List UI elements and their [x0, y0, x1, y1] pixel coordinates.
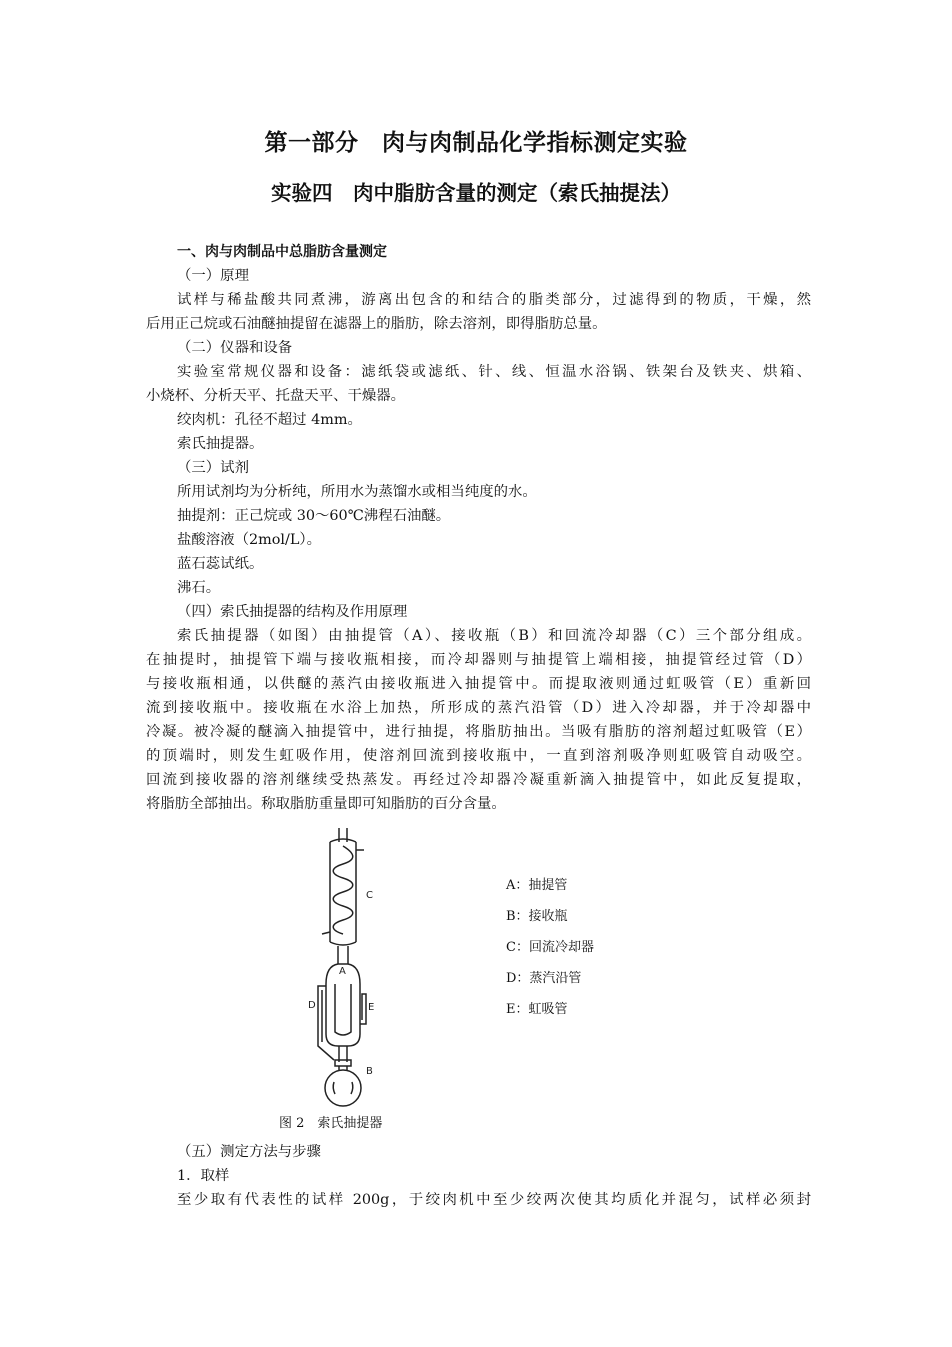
label-a: A [339, 966, 346, 977]
equipment-heading: （二）仪器和设备 [177, 340, 293, 356]
reagent-item: 所用试剂均为分析纯，所用水为蒸馏水或相当纯度的水。 [177, 484, 537, 500]
legend-item: C：回流冷却器 [506, 940, 594, 955]
equipment-line: 小烧杯、分析天平、托盘天平、干燥器。 [146, 388, 406, 404]
structure-line: 的顶端时，则发生虹吸作用，使溶剂回流到接收瓶中，一直到溶剂吸净则虹吸管自动吸空。 [146, 748, 811, 764]
label-b: B [366, 1066, 373, 1077]
structure-line: 将脂肪全部抽出。称取脂肪重量即可知脂肪的百分含量。 [146, 796, 506, 812]
reagent-item: 蓝石蕊试纸。 [177, 556, 264, 572]
reagent-item: 沸石。 [177, 580, 221, 596]
principle-line: 试样与稀盐酸共同煮沸，游离出包含的和结合的脂类部分，过滤得到的物质，干燥，然 [177, 292, 811, 308]
structure-line: 冷凝。被冷凝的醚滴入抽提管中，进行抽提，将脂肪抽出。当吸有脂肪的溶剂超过虹吸管（E） [146, 724, 811, 740]
principle-line: 后用正己烷或石油醚抽提留在滤器上的脂肪，除去溶剂，即得脂肪总量。 [146, 316, 607, 332]
legend-item: B：接收瓶 [506, 909, 568, 924]
equipment-extractor: 索氏抽提器。 [177, 436, 264, 452]
legend-item: E：虹吸管 [506, 1002, 568, 1017]
structure-line: 回流到接收器的溶剂继续受热蒸发。再经过冷却器冷凝重新滴入抽提管中，如此反复提取， [146, 772, 811, 788]
equipment-line: 实验室常规仪器和设备：滤纸袋或滤纸、针、线、恒温水浴锅、铁架台及铁夹、烘箱、 [177, 364, 811, 380]
structure-line: 索氏抽提器（如图）由抽提管（A）、接收瓶（B）和回流冷却器（C）三个部分组成。 [177, 628, 811, 644]
structure-heading: （四）索氏抽提器的结构及作用原理 [177, 604, 408, 620]
structure-line: 与接收瓶相通，以供醚的蒸汽由接收瓶进入抽提管中。而提取液则通过虹吸管（E）重新回 [146, 676, 811, 692]
reagent-item: 抽提剂：正己烷或 30～60℃沸程石油醚。 [177, 508, 451, 524]
principle-heading: （一）原理 [177, 268, 249, 284]
step1-line: 至少取有代表性的试样 200g，于绞肉机中至少绞两次使其均质化并混匀，试样必须封 [177, 1192, 811, 1208]
structure-line: 流到接收瓶中。接收瓶在水浴上加热，所形成的蒸汽沿管（D）进入冷却器，并于冷却器中 [146, 700, 811, 716]
soxhlet-extractor-drawing [304, 824, 414, 1108]
label-c: C [366, 890, 373, 901]
document-body [146, 240, 811, 1212]
reagent-item: 盐酸溶液（2mol/L）。 [177, 532, 322, 548]
reagents-heading: （三）试剂 [177, 460, 249, 476]
method-heading: （五）测定方法与步骤 [177, 1144, 321, 1160]
figure-legend [506, 870, 594, 1025]
legend-item: A：抽提管 [506, 878, 568, 893]
figure-caption: 图 2 索氏抽提器 [279, 1116, 383, 1131]
label-d: D [308, 1000, 316, 1011]
section-title: 一、肉与肉制品中总脂肪含量测定 [177, 244, 387, 260]
legend-item: D：蒸汽沿管 [506, 971, 582, 986]
equipment-grinder: 绞肉机：孔径不超过 4mm。 [177, 412, 362, 428]
label-e: E [368, 1002, 375, 1013]
step1-heading: 1．取样 [177, 1168, 230, 1184]
part-title: 第一部分 肉与肉制品化学指标测定实验 [264, 130, 688, 156]
structure-line: 在抽提时，抽提管下端与接收瓶相接，而冷却器则与抽提管上端相接，抽提管经过管（D） [146, 652, 811, 668]
experiment-title: 实验四 肉中脂肪含量的测定（索氏抽提法） [271, 181, 681, 205]
soxhlet-figure [146, 822, 811, 1140]
